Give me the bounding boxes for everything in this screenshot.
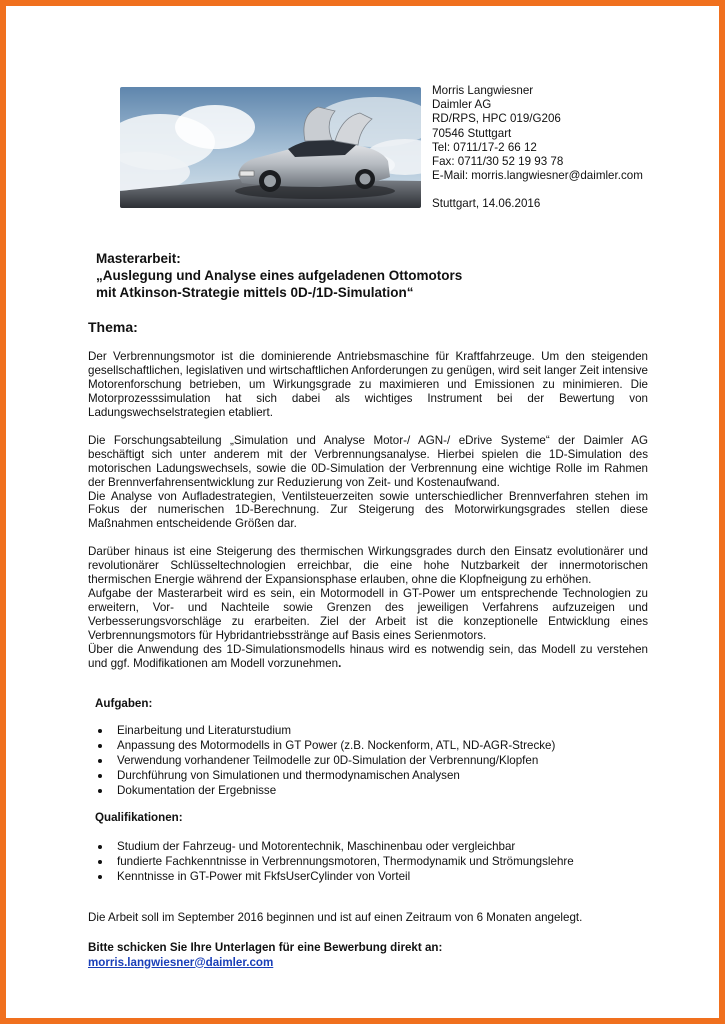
qualifikationen-heading: Qualifikationen:: [95, 811, 183, 824]
list-item: Verwendung vorhandener Teilmodelle zur 0D-Simulation der Verbrennung/Klopfen: [95, 754, 655, 769]
bullet-icon: [98, 744, 102, 748]
sender-company: Daimler AG: [432, 98, 492, 112]
paragraph-department: Die Forschungsabteilung „Simulation und Analyse Motor-/ AGN-/ eDrive Systeme“ der Daimler AG beschäftigt sich unter anderem mit der Verbrennungsanalyse. Hierbei spielen die 1D-Simulation des motorischen Ladungswechsels, sowie die 0D-Simulation der Verbrennung eine wichtige Rolle im Rahmen der Brennverfahrensentwicklung zur Reduzierung von Zeit- und Kostenaufwand.: [88, 433, 648, 489]
bullet-icon: [98, 729, 102, 733]
bullet-icon: [98, 759, 102, 763]
application-note: [88, 941, 442, 970]
letter-date: Stuttgart, 14.06.2016: [432, 197, 541, 211]
qualifikationen-list: [95, 840, 655, 885]
aufgaben-heading: Aufgaben:: [95, 697, 153, 710]
sender-address: [432, 84, 712, 212]
list-item: Studium der Fahrzeug- und Motorentechnik, Maschinenbau oder vergleichbar: [95, 840, 655, 855]
application-text: Bitte schicken Sie Ihre Unterlagen für eine Bewerbung direkt an:: [88, 941, 443, 954]
list-item: Anpassung des Motormodells in GT Power (z.B. Nockenform, ATL, ND-AGR-Strecke): [95, 739, 655, 754]
bullet-icon: [98, 789, 102, 793]
start-date-note: Die Arbeit soll im September 2016 beginnen und ist auf einen Zeitraum von 6 Monaten angelegt.: [88, 911, 583, 924]
sender-fax: Fax: 0711/30 52 19 93 78: [432, 155, 564, 169]
thesis-title: [96, 250, 696, 301]
bullet-icon: [98, 774, 102, 778]
title-line-1: „Auslegung und Analyse eines aufgeladenen Ottomotors: [96, 268, 463, 283]
list-item: Dokumentation der Ergebnisse: [95, 784, 655, 799]
bullet-icon: [98, 845, 102, 849]
list-item: Durchführung von Simulationen und thermodynamischen Analysen: [95, 769, 655, 784]
list-item: Kenntnisse in GT-Power mit FkfsUserCylinder von Vorteil: [95, 870, 655, 885]
sender-department: RD/RPS, HPC 019/G206: [432, 112, 561, 126]
car-photo-icon: [120, 87, 421, 208]
sender-city: 70546 Stuttgart: [432, 126, 512, 140]
thema-heading: Thema:: [88, 319, 138, 335]
paragraph-model: [88, 643, 648, 671]
paragraph-task: Aufgabe der Masterarbeit wird es sein, ein Motormodell in GT-Power um entsprechende Technologien zu erweitern, Vor- und Nachteile sowie Grenzen des jeweiligen Verfahrens aufzuzeigen und Verbesserungsvorschläge zu erarbeiten. Ziel der Arbeit ist die konzeptionelle Entwicklung eines Verbrennungsmotors für Hybridantriebsstränge auf Basis eines Serienmotors.: [88, 587, 648, 643]
paragraph-model-end: .: [338, 656, 342, 670]
title-label: Masterarbeit:: [96, 251, 181, 266]
paragraph-intro: Der Verbrennungsmotor ist die dominierende Antriebsmaschine für Kraftfahrzeuge. Um den steigenden gesellschaftlichen, legislativen und wirtschaftlichen Anforderungen zu genügen, wird seit langer Zeit intensive Motorenforschung betrieben, um Wirkungsgrade zu maximieren und Emissionen zu minimieren. Die Motorprozesssimulation hat sich dabei als wichtiges Instrument bei der Bewertung von Ladungswechselstrategien etabliert.: [88, 350, 648, 419]
paragraph-model-text: Über die Anwendung des 1D-Simulationsmodells hinaus wird es notwendig sein, das Modell zu verstehen und ggf. Modifikationen am Modell vorzunehmen: [88, 642, 648, 670]
contact-email-link[interactable]: morris.langwiesner@daimler.com: [88, 955, 274, 969]
sender-name: Morris Langwiesner: [432, 84, 534, 97]
description-body: [88, 350, 648, 671]
title-line-2: mit Atkinson-Strategie mittels 0D-/1D-Simulation“: [96, 285, 414, 300]
aufgaben-list: [95, 724, 655, 799]
bullet-icon: [98, 860, 102, 864]
paragraph-efficiency: Darüber hinaus ist eine Steigerung des thermischen Wirkungsgrades durch den Einsatz evolutionärer und revolutionärer Schlüsseltechnologien erreichbar, die eine hohe Nutzbarkeit der innermotorischen thermischen Energie während der Expansionsphase erlauben, ohne die Klopfneigung zu erhöhen.: [88, 545, 648, 587]
list-item: Einarbeitung und Literaturstudium: [95, 724, 655, 739]
bullet-icon: [98, 875, 102, 879]
sender-phone: Tel: 0711/17-2 66 12: [432, 140, 537, 154]
document-page: [6, 6, 719, 1018]
list-item: fundierte Fachkenntnisse in Verbrennungsmotoren, Thermodynamik und Strömungslehre: [95, 855, 655, 870]
paragraph-analysis: Die Analyse von Aufladestrategien, Ventilsteuerzeiten sowie unterschiedlicher Brennverfahren stehen im Fokus der numerischen 1D-Berechnung. Zur Steigerung des Motorwirkungsgrades stellen diese Maßnahmen entscheidende Größen dar.: [88, 489, 648, 531]
sender-email[interactable]: E-Mail: morris.langwiesner@daimler.com: [432, 169, 643, 183]
